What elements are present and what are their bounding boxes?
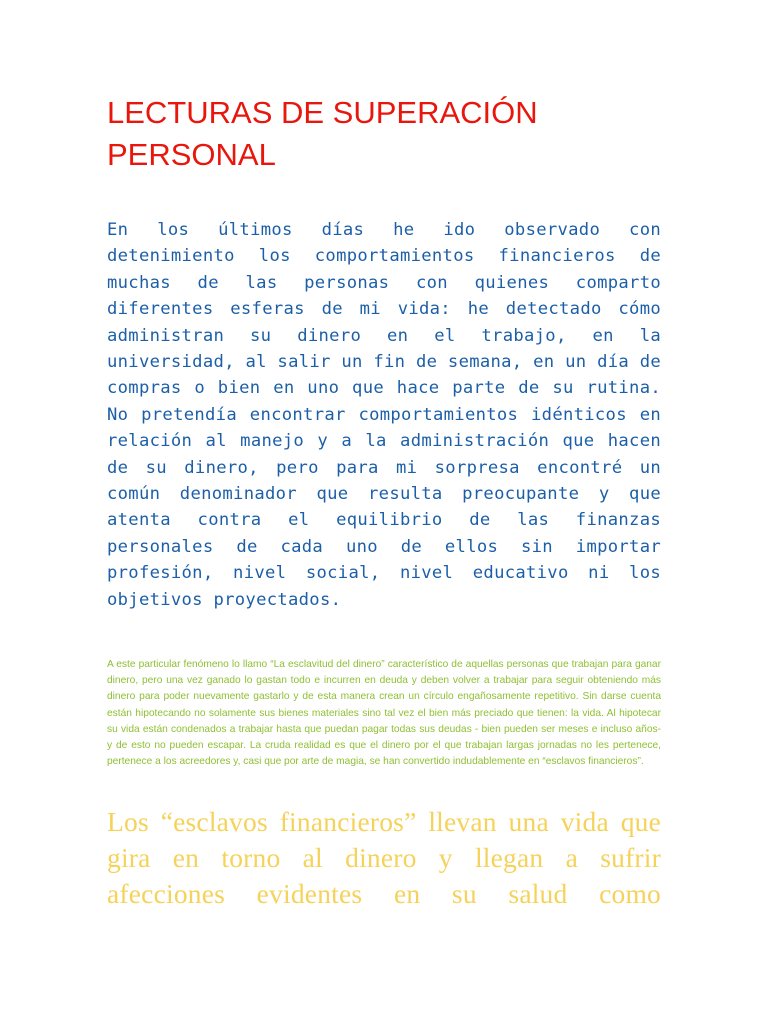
paragraph-esclavos: Los “esclavos financieros” llevan una vida que gira en torno al dinero y llegan a sufrir afecciones evidentes en su salud como — [107, 806, 661, 909]
document-title: LECTURAS DE SUPERACIÓN PERSONAL — [107, 95, 538, 172]
paragraph-esclavitud: A este particular fenómeno lo llamo “La esclavitud del dinero” característico de aquellas personas que trabajan para ganar dinero, pero una vez ganado lo gastan todo e incurren en deuda y deben volver a trabajar para seguir obteniendo más dinero para poder nuevamente gastarlo y de esta manera crean un círculo engañosamente repetitivo. Sin darse cuenta están hipotecando no solamente sus bienes materiales sino tal vez el bien más preciado que tienen: la vida. Al hipotecar su vida están condenados a trabajar hasta que puedan pagar todas sus deudas - bien pueden ser meses e incluso años- y de esto no pueden escapar. La cruda realidad es que el dinero por el que trabajan largas jornadas no les pertenece, pertenece a los acreedores y, casi que por arte de magia, se han convertido indudablemente en “esclavos financieros”. — [107, 659, 661, 768]
paragraph-intro: En los últimos días he ido observado con detenimiento los comportamientos financieros de muchas de las personas con quienes comparto diferentes esferas de mi vida: he detectado cómo administran su dinero en el trabajo, en la universidad, al salir un fin de semana, en un día de compras o bien en uno que hace parte de su rutina. No pretendía encontrar comportamientos idénticos en relación al manejo y a la administración que hacen de su dinero, pero para mi sorpresa encontré un común denominador que resulta preocupante y que atenta contra el equilibrio de las finanzas personales de cada uno de ellos sin importar profesión, nivel social, nivel educativo ni los objetivos proyectados. — [107, 220, 661, 610]
